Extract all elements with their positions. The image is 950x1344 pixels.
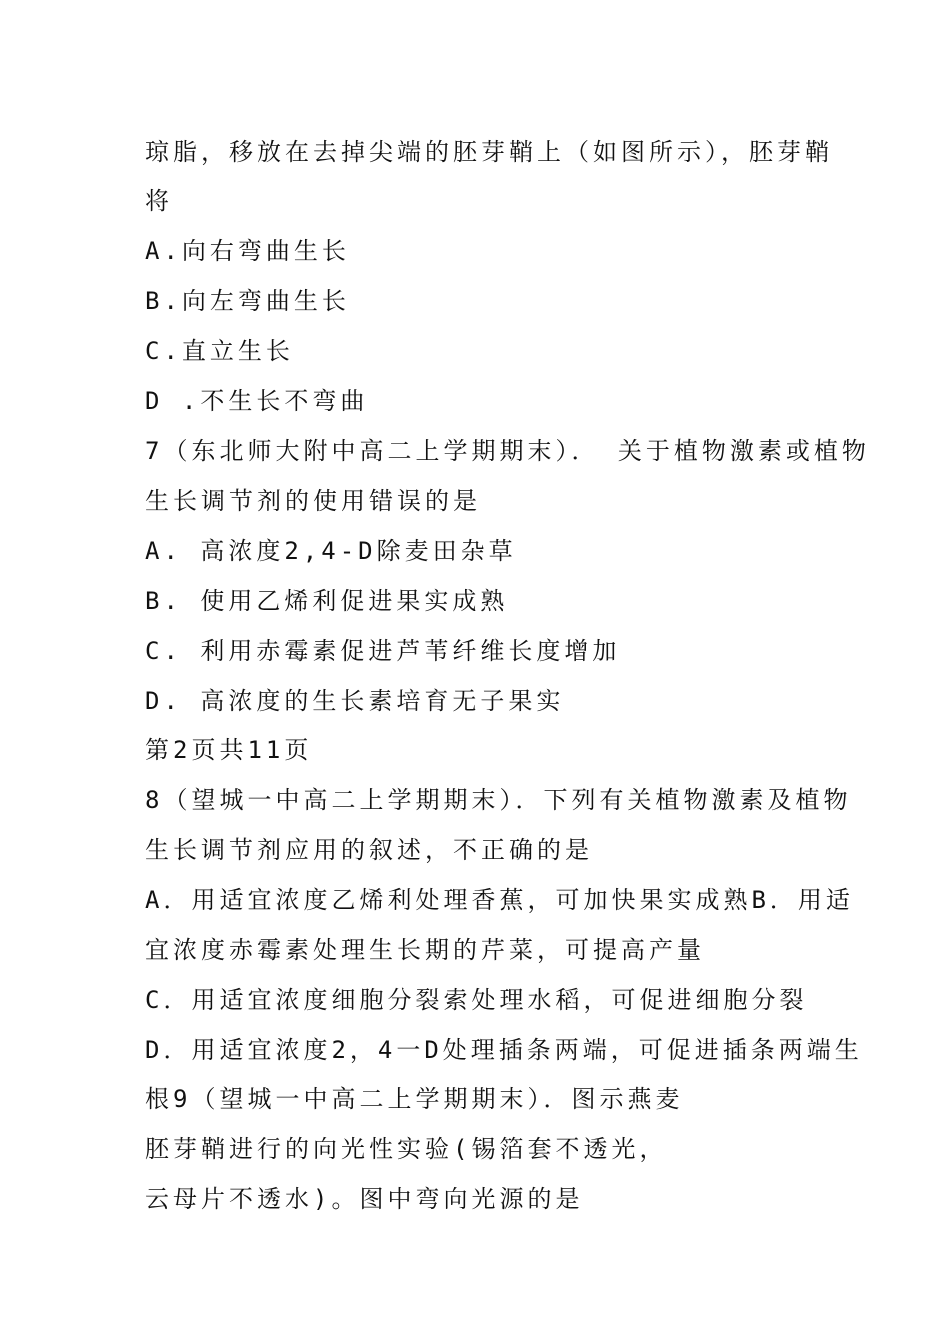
text-line: 将 (145, 187, 173, 215)
text-line: 琼脂，移放在去掉尖端的胚芽鞘上（如图所示），胚芽鞘 (145, 138, 833, 166)
text-line: 生长调节剂的使用错误的是 (145, 487, 481, 515)
option-d: D. 高浓度的生长素培育无子果实 (145, 687, 565, 715)
question-7: 7（东北师大附中高二上学期期末）． 关于植物激素或植物 (145, 437, 870, 465)
option-b: B.向左弯曲生长 (145, 287, 350, 315)
option-b: B. 使用乙烯利促进果实成熟 (145, 587, 509, 615)
text-line: 胚芽鞘进行的向光性实验(锡箔套不透光， (145, 1135, 668, 1163)
option-c: C．用适宜浓度细胞分裂索处理水稻，可促进细胞分裂 (145, 986, 808, 1014)
page-number: 第2页共11页 (145, 736, 313, 764)
option-a: A．用适宜浓度乙烯利处理香蕉，可加快果实成熟B．用适 (145, 886, 854, 914)
text-line: 云母片不透水)。图中弯向光源的是 (145, 1185, 584, 1213)
option-d: D .不生长不弯曲 (145, 387, 369, 415)
option-c: C. 利用赤霉素促进芦苇纤维长度增加 (145, 637, 621, 665)
text-line: 宜浓度赤霉素处理生长期的芹菜，可提高产量 (145, 936, 705, 964)
option-d: D．用适宜浓度2，4一D处理插条两端，可促进插条两端生 (145, 1036, 863, 1064)
option-a: A.向右弯曲生长 (145, 237, 350, 265)
question-8: 8（望城一中高二上学期期末）．下列有关植物激素及植物 (145, 786, 852, 814)
text-line: 生长调节剂应用的叙述，不正确的是 (145, 836, 593, 864)
option-c: C.直立生长 (145, 337, 294, 365)
question-9: 根9（望城一中高二上学期期末）．图示燕麦 (145, 1085, 684, 1113)
option-a: A. 高浓度2,4-D除麦田杂草 (145, 537, 517, 565)
